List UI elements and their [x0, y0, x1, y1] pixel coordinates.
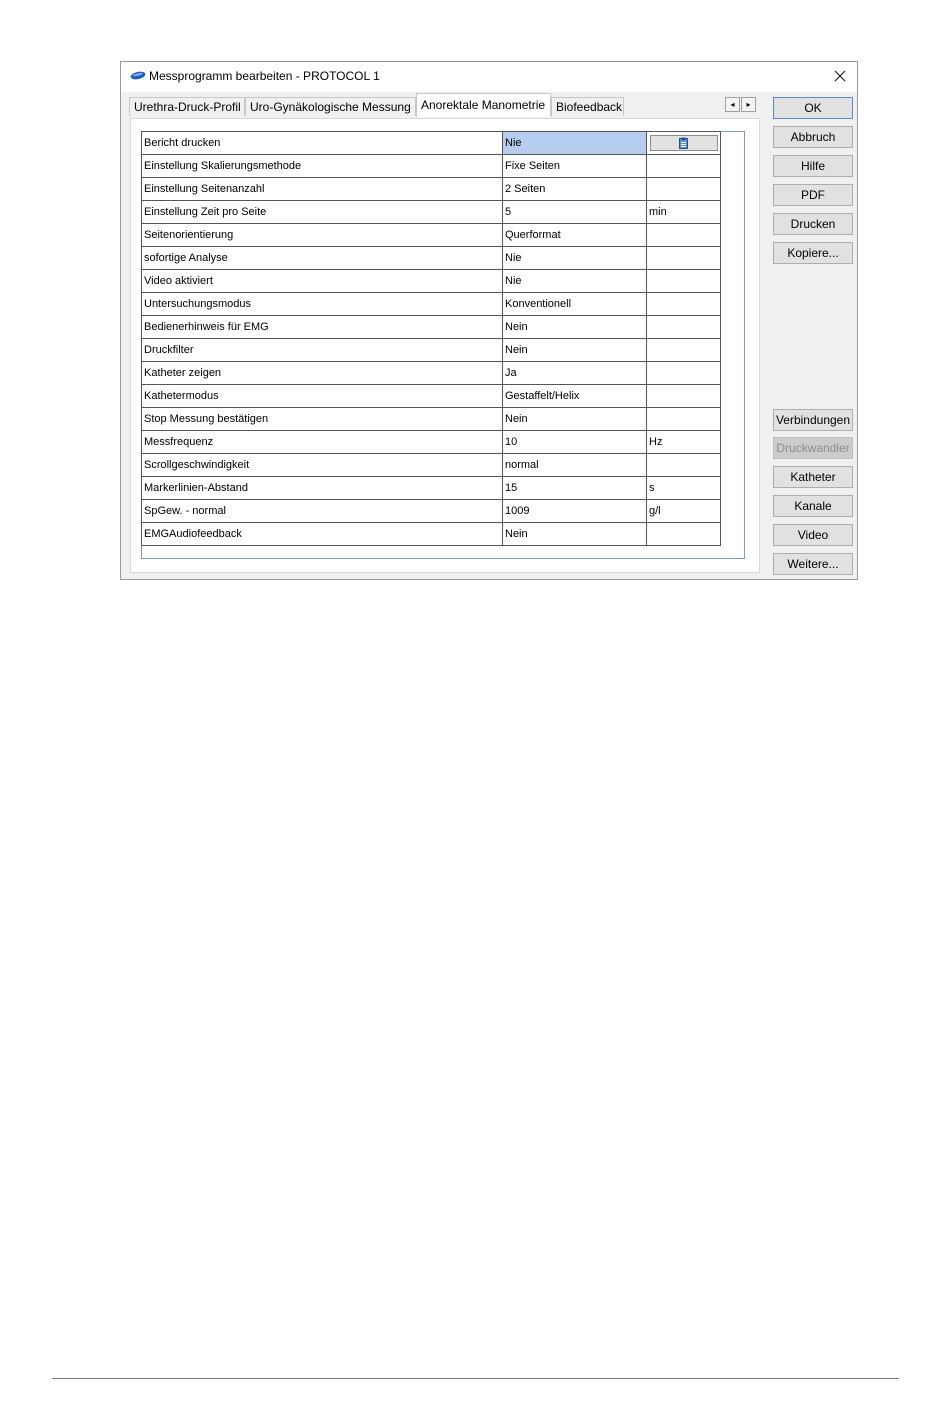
setting-name-cell: Untersuchungsmodus — [142, 293, 503, 316]
setting-value-cell[interactable]: Ja — [503, 362, 647, 385]
setting-name-cell: Video aktiviert — [142, 270, 503, 293]
setting-value-cell[interactable]: Nein — [503, 408, 647, 431]
window-title: Messprogramm bearbeiten - PROTOCOL 1 — [149, 69, 380, 83]
setting-name-cell: Bedienerhinweis für EMG — [142, 316, 503, 339]
video-button[interactable]: Video — [773, 524, 853, 546]
setting-value-cell[interactable]: Nein — [503, 339, 647, 362]
table-row[interactable] — [142, 132, 721, 155]
setting-name-cell: Katheter zeigen — [142, 362, 503, 385]
setting-name-cell: Einstellung Seitenanzahl — [142, 178, 503, 201]
table-row[interactable] — [142, 247, 721, 270]
setting-name-cell: EMGAudiofeedback — [142, 523, 503, 546]
setting-value-cell[interactable]: 15 — [503, 477, 647, 500]
table-row[interactable] — [142, 224, 721, 247]
title-bar[interactable] — [121, 62, 857, 92]
table-row[interactable] — [142, 523, 721, 546]
setting-name-cell: SpGew. - normal — [142, 500, 503, 523]
tab-scroll-left-icon[interactable]: ◂ — [725, 97, 740, 112]
table-row[interactable] — [142, 201, 721, 224]
setting-unit-cell — [647, 362, 721, 385]
table-row[interactable] — [142, 316, 721, 339]
setting-unit-cell — [647, 270, 721, 293]
table-row[interactable] — [142, 454, 721, 477]
setting-value-cell[interactable]: Nein — [503, 523, 647, 546]
tab-biofeedback[interactable]: Biofeedback — [551, 97, 624, 116]
settings-table — [141, 131, 721, 546]
katheter-button[interactable]: Katheter — [773, 466, 853, 488]
kopiere-button[interactable]: Kopiere... — [773, 242, 853, 264]
setting-value-cell[interactable]: 5 — [503, 201, 647, 224]
setting-value-cell[interactable]: 1009 — [503, 500, 647, 523]
table-row[interactable] — [142, 178, 721, 201]
tab-anorektale-manometrie[interactable]: Anorektale Manometrie — [416, 93, 551, 117]
setting-name-cell: Stop Messung bestätigen — [142, 408, 503, 431]
setting-name-cell: Druckfilter — [142, 339, 503, 362]
drucken-button[interactable]: Drucken — [773, 213, 853, 235]
setting-unit-cell: s — [647, 477, 721, 500]
setting-unit-cell: min — [647, 201, 721, 224]
setting-value-cell[interactable]: Nie — [503, 270, 647, 293]
setting-value-cell[interactable]: Nein — [503, 316, 647, 339]
setting-name-cell: Messfrequenz — [142, 431, 503, 454]
setting-name-cell: Kathetermodus — [142, 385, 503, 408]
setting-value-cell[interactable]: Querformat — [503, 224, 647, 247]
setting-unit-cell — [647, 316, 721, 339]
setting-name-cell: Einstellung Zeit pro Seite — [142, 201, 503, 224]
pdf-button[interactable]: PDF — [773, 184, 853, 206]
table-row[interactable] — [142, 270, 721, 293]
kanale-button[interactable]: Kanale — [773, 495, 853, 517]
setting-name-cell: Einstellung Skalierungsmethode — [142, 155, 503, 178]
tab-scroll-right-icon[interactable]: ▸ — [741, 97, 756, 112]
setting-unit-cell — [647, 224, 721, 247]
setting-name-cell: sofortige Analyse — [142, 247, 503, 270]
druckwandler-button: Druckwandler — [773, 437, 853, 459]
table-row[interactable] — [142, 155, 721, 178]
setting-unit-cell — [647, 155, 721, 178]
setting-unit-cell — [647, 178, 721, 201]
setting-unit-cell: g/l — [647, 500, 721, 523]
table-row[interactable] — [142, 500, 721, 523]
tab-panel — [130, 118, 760, 573]
setting-unit-cell — [647, 293, 721, 316]
table-row[interactable] — [142, 385, 721, 408]
setting-value-cell[interactable]: Gestaffelt/Helix — [503, 385, 647, 408]
abbruch-button[interactable]: Abbruch — [773, 126, 853, 148]
verbindungen-button[interactable]: Verbindungen — [773, 409, 853, 431]
setting-unit-cell — [647, 408, 721, 431]
setting-value-cell[interactable]: normal — [503, 454, 647, 477]
page-footer-divider — [52, 1378, 899, 1379]
setting-unit-cell — [647, 385, 721, 408]
setting-unit-cell — [647, 339, 721, 362]
setting-value-cell[interactable]: 10 — [503, 431, 647, 454]
setting-value-cell[interactable]: 2 Seiten — [503, 178, 647, 201]
table-row[interactable] — [142, 431, 721, 454]
tab-uro-gynaekologische-messung[interactable]: Uro-Gynäkologische Messung — [245, 97, 416, 116]
setting-value-cell[interactable]: Nie — [503, 132, 647, 155]
table-row[interactable] — [142, 362, 721, 385]
clipboard-icon — [678, 137, 690, 149]
setting-unit-cell — [647, 523, 721, 546]
setting-name-cell: Scrollgeschwindigkeit — [142, 454, 503, 477]
setting-name-cell: Markerlinien-Abstand — [142, 477, 503, 500]
setting-value-cell[interactable]: Fixe Seiten — [503, 155, 647, 178]
table-row[interactable] — [142, 477, 721, 500]
table-row[interactable] — [142, 408, 721, 431]
setting-name-cell: Bericht drucken — [142, 132, 503, 155]
setting-unit-cell: Hz — [647, 431, 721, 454]
setting-action-cell — [647, 132, 721, 155]
hilfe-button[interactable]: Hilfe — [773, 155, 853, 177]
weitere-button[interactable]: Weitere... — [773, 553, 853, 575]
clipboard-button[interactable] — [650, 135, 718, 151]
setting-unit-cell — [647, 454, 721, 477]
tab-urethra-druck-profil[interactable]: Urethra-Druck-Profil — [129, 97, 245, 116]
setting-value-cell[interactable]: Nie — [503, 247, 647, 270]
close-icon[interactable] — [829, 65, 851, 87]
setting-name-cell: Seitenorientierung — [142, 224, 503, 247]
table-row[interactable] — [142, 293, 721, 316]
app-logo-icon — [130, 71, 146, 80]
dialog-window — [120, 61, 858, 580]
setting-value-cell[interactable]: Konventionell — [503, 293, 647, 316]
table-row[interactable] — [142, 339, 721, 362]
setting-unit-cell — [647, 247, 721, 270]
ok-button[interactable]: OK — [773, 97, 853, 119]
